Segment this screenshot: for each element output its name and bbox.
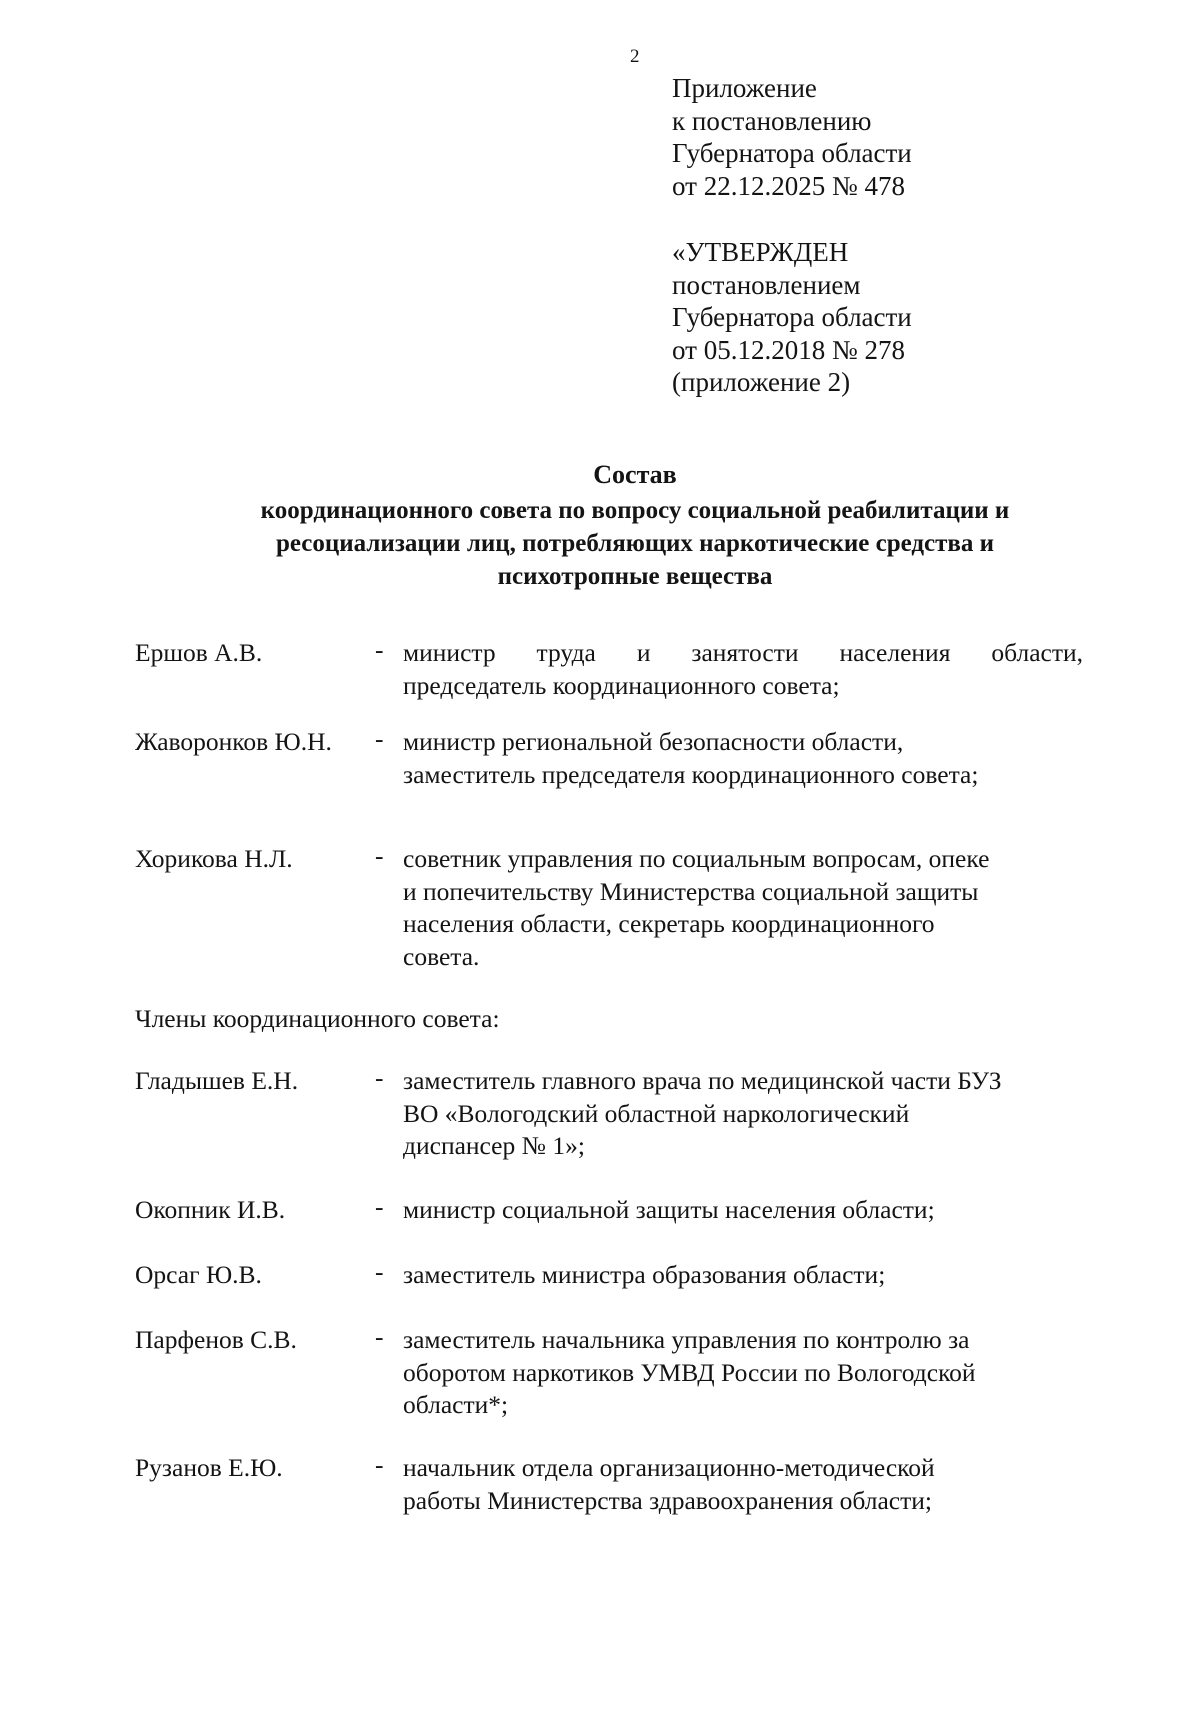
title-line: ресоциализации лиц, потребляющих наркотические средства и bbox=[275, 530, 995, 557]
dash-separator: - bbox=[375, 1257, 384, 1286]
dash-separator: - bbox=[375, 724, 384, 753]
description-line: совета. bbox=[403, 941, 480, 971]
person-name: Хорикова Н.Л. bbox=[135, 844, 293, 873]
members-heading: Члены координационного совета: bbox=[135, 1004, 500, 1033]
approved-line: Губернатора области bbox=[672, 302, 912, 332]
person-name: Жаворонков Ю.Н. bbox=[135, 727, 332, 756]
appendix-block bbox=[672, 72, 912, 202]
appendix-line: Приложение bbox=[672, 73, 817, 103]
description-line: заместитель председателя координационного совета; bbox=[403, 759, 979, 789]
person-description bbox=[403, 843, 1083, 973]
appendix-line: к постановлению bbox=[672, 105, 872, 136]
description-line: и попечительству Министерства социальной защиты bbox=[403, 876, 979, 906]
dash-separator: - bbox=[375, 1063, 384, 1092]
description-line: заместитель начальника управления по контролю за bbox=[403, 1325, 970, 1354]
dash-separator: - bbox=[375, 635, 384, 664]
person-description bbox=[403, 1324, 1083, 1422]
description-line: министр социальной защиты населения области; bbox=[403, 1195, 935, 1224]
description-line: области*; bbox=[403, 1390, 509, 1419]
description-line: начальник отдела организационно-методической bbox=[403, 1453, 935, 1482]
description-line: председатель координационного совета; bbox=[403, 670, 840, 700]
description-line: заместитель министра образования области; bbox=[403, 1260, 886, 1289]
dash-separator: - bbox=[375, 1450, 384, 1479]
title-line: психотропные вещества bbox=[497, 563, 773, 590]
approved-line: «УТВЕРЖДЕН bbox=[672, 237, 849, 267]
person-name: Окопник И.В. bbox=[135, 1195, 286, 1224]
description-line: оборотом наркотиков УМВД России по Вологодской bbox=[403, 1357, 976, 1387]
page-number: 2 bbox=[630, 46, 640, 67]
person-name: Рузанов Е.Ю. bbox=[135, 1453, 283, 1482]
dash-separator: - bbox=[375, 841, 384, 870]
description-line: заместитель главного врача по медицинской части БУЗ bbox=[403, 1066, 1002, 1095]
appendix-line: Губернатора области bbox=[672, 138, 912, 168]
person-description bbox=[403, 1194, 1083, 1227]
person-name: Парфенов С.В. bbox=[135, 1325, 297, 1354]
title-line: координационного совета по вопросу социальной реабилитации и bbox=[260, 497, 1010, 524]
document-title bbox=[130, 458, 1140, 593]
person-description bbox=[403, 1452, 1083, 1517]
description-line: населения области, секретарь координационного bbox=[403, 909, 935, 938]
approved-line: постановлением bbox=[672, 269, 861, 300]
person-description bbox=[403, 1065, 1083, 1163]
title-main: Состав bbox=[593, 460, 677, 489]
description-line: советник управления по социальным вопросам, опеке bbox=[403, 844, 990, 873]
approved-block bbox=[672, 236, 912, 399]
person-name: Орсаг Ю.В. bbox=[135, 1260, 262, 1289]
dash-separator: - bbox=[375, 1322, 384, 1351]
appendix-line: от 22.12.2025 № 478 bbox=[672, 170, 905, 201]
description-line: диспансер № 1»; bbox=[403, 1131, 585, 1160]
person-description bbox=[403, 637, 1083, 702]
description-line: работы Министерства здравоохранения области; bbox=[403, 1485, 933, 1515]
approved-line: (приложение 2) bbox=[672, 367, 851, 397]
person-name: Ершов А.В. bbox=[135, 638, 263, 667]
approved-line: от 05.12.2018 № 278 bbox=[672, 334, 905, 365]
person-description bbox=[403, 726, 1083, 791]
description-line: министр региональной безопасности области, bbox=[403, 727, 904, 756]
description-line: ВО «Вологодский областной наркологический bbox=[403, 1098, 910, 1128]
dash-separator: - bbox=[375, 1192, 384, 1221]
person-description bbox=[403, 1259, 1083, 1292]
description-line: министр труда и занятости населения области, bbox=[403, 638, 1083, 667]
person-name: Гладышев Е.Н. bbox=[135, 1066, 299, 1095]
